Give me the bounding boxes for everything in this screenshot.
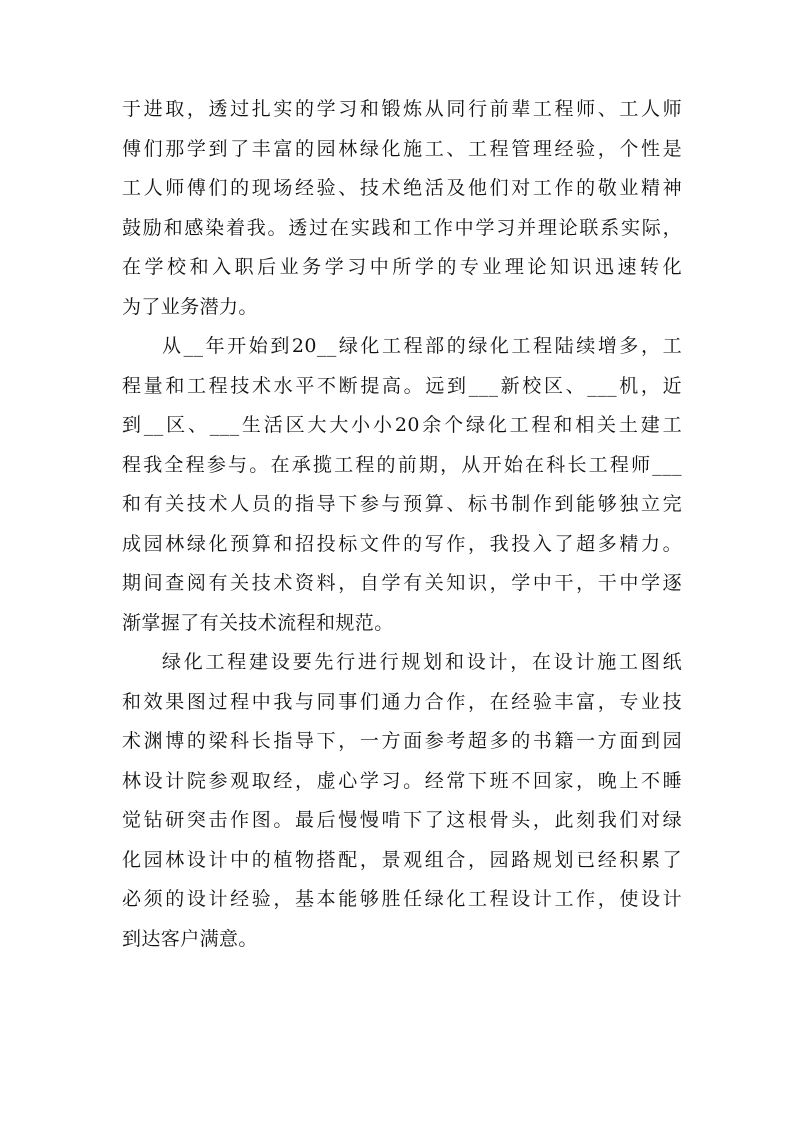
paragraph-1 <box>122 90 682 327</box>
text-line: 为了业务潜力。 <box>122 295 258 318</box>
text-line: 绿化工程建设要先行进行规划和设计，在设计施工图纸 <box>162 651 682 673</box>
text-line: 到达客户满意。 <box>122 927 258 950</box>
text-line: 在学校和入职后业务学习中所学的专业理论知识迅速转化 <box>122 256 682 278</box>
text-line: 渐掌握了有关技术流程和规范。 <box>122 611 394 634</box>
text-line: 程量和工程技术水平不断提高。远到___新校区、___机，近 <box>122 374 682 397</box>
text-line: 程我全程参与。在承揽工程的前期，从开始在科长工程师___ <box>122 453 682 476</box>
text-line: 期间查阅有关技术资料，自学有关知识，学中干，干中学逐 <box>122 572 682 594</box>
text-line: 觉钻研突击作图。最后慢慢啃下了这根骨头，此刻我们对绿 <box>122 809 682 831</box>
text-line: 和有关技术人员的指导下参与预算、标书制作到能够独立完 <box>122 493 682 515</box>
text-line: 工人师傅们的现场经验、技术绝活及他们对工作的敬业精神 <box>122 177 682 199</box>
text-line: 林设计院参观取经，虚心学习。经常下班不回家，晚上不睡 <box>122 769 682 792</box>
paragraph-2 <box>122 327 682 643</box>
text-line: 术渊博的梁科长指导下，一方面参考超多的书籍一方面到园 <box>122 730 682 752</box>
text-line: 从__年开始到20__绿化工程部的绿化工程陆续增多，工 <box>162 335 682 357</box>
document-body <box>122 90 682 959</box>
text-line: 傅们那学到了丰富的园林绿化施工、工程管理经验，个性是 <box>122 137 682 160</box>
paragraph-3 <box>122 643 682 959</box>
text-line: 和效果图过程中我与同事们通力合作，在经验丰富，专业技 <box>122 690 682 713</box>
text-line: 于进取，透过扎实的学习和锻炼从同行前辈工程师、工人师 <box>122 98 682 120</box>
text-line: 成园林绿化预算和招投标文件的写作，我投入了超多精力。 <box>122 532 682 555</box>
text-line: 到__区、___生活区大大小小20余个绿化工程和相关土建工 <box>122 414 682 436</box>
text-line: 必须的设计经验，基本能够胜任绿化工程设计工作，使设计 <box>122 888 682 910</box>
text-line: 化园林设计中的植物搭配，景观组合，园路规划已经积累了 <box>122 848 682 871</box>
text-line: 鼓励和感染着我。透过在实践和工作中学习并理论联系实际， <box>122 216 682 239</box>
